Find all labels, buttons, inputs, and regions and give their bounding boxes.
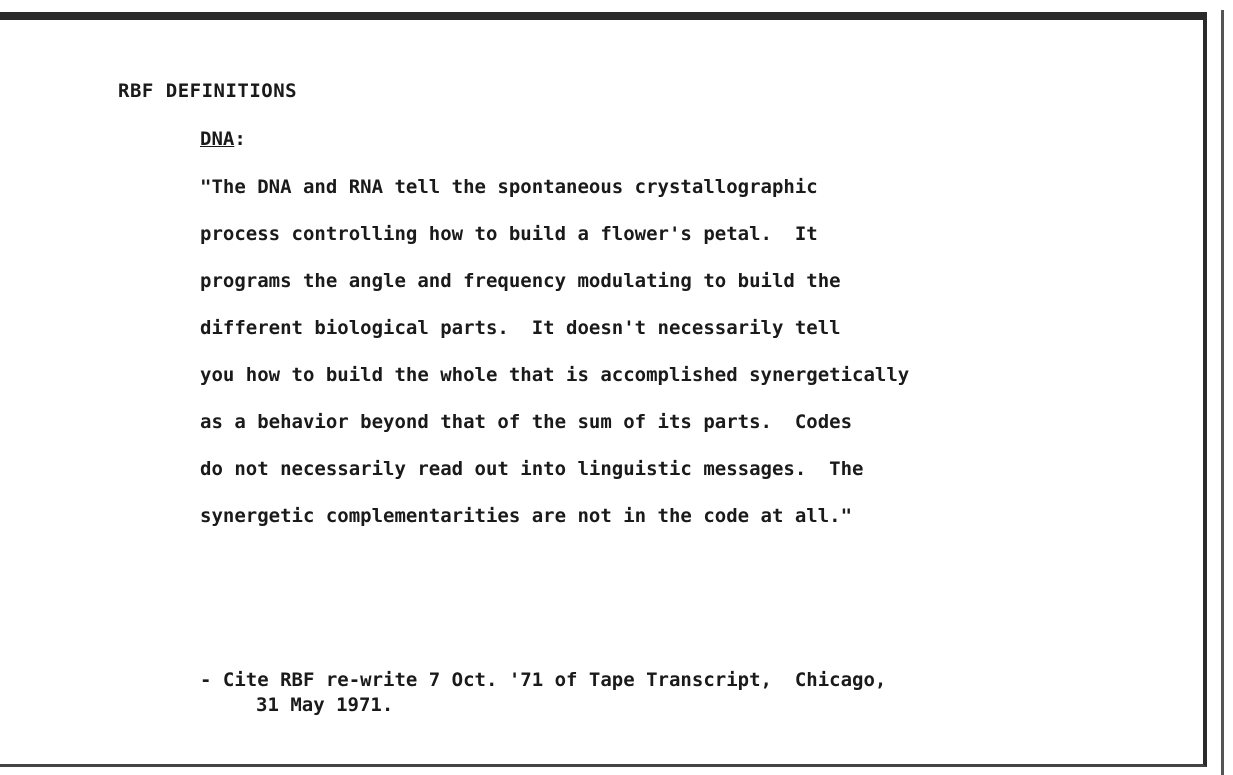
citation-line-2: 31 May 1971. <box>256 694 394 716</box>
quote-line: programs the angle and frequency modulating to build the <box>200 270 841 292</box>
quote-line: as a behavior beyond that of the sum of its parts. Codes <box>200 411 853 433</box>
quote-line: do not necessarily read out into linguistic messages. The <box>200 458 864 480</box>
quote-line: you how to build the whole that is accomplished synergetically <box>200 364 910 386</box>
quote-line: process controlling how to build a flower's petal. It <box>200 223 818 245</box>
term-name: DNA <box>200 128 235 150</box>
document-heading: RBF DEFINITIONS <box>118 80 298 102</box>
quote-line: "The DNA and RNA tell the spontaneous crystallographic <box>200 176 818 198</box>
definition-quote <box>200 172 909 548</box>
citation <box>200 668 886 718</box>
citation-line-1: - Cite RBF re-write 7 Oct. '71 of Tape Transcript, Chicago, <box>200 669 887 691</box>
quote-line: synergetic complementarities are not in the code at all." <box>200 505 853 527</box>
quote-line: different biological parts. It doesn't necessarily tell <box>200 317 841 339</box>
page-edge <box>1221 10 1224 775</box>
term-label <box>200 128 246 150</box>
term-suffix: : <box>234 128 246 150</box>
